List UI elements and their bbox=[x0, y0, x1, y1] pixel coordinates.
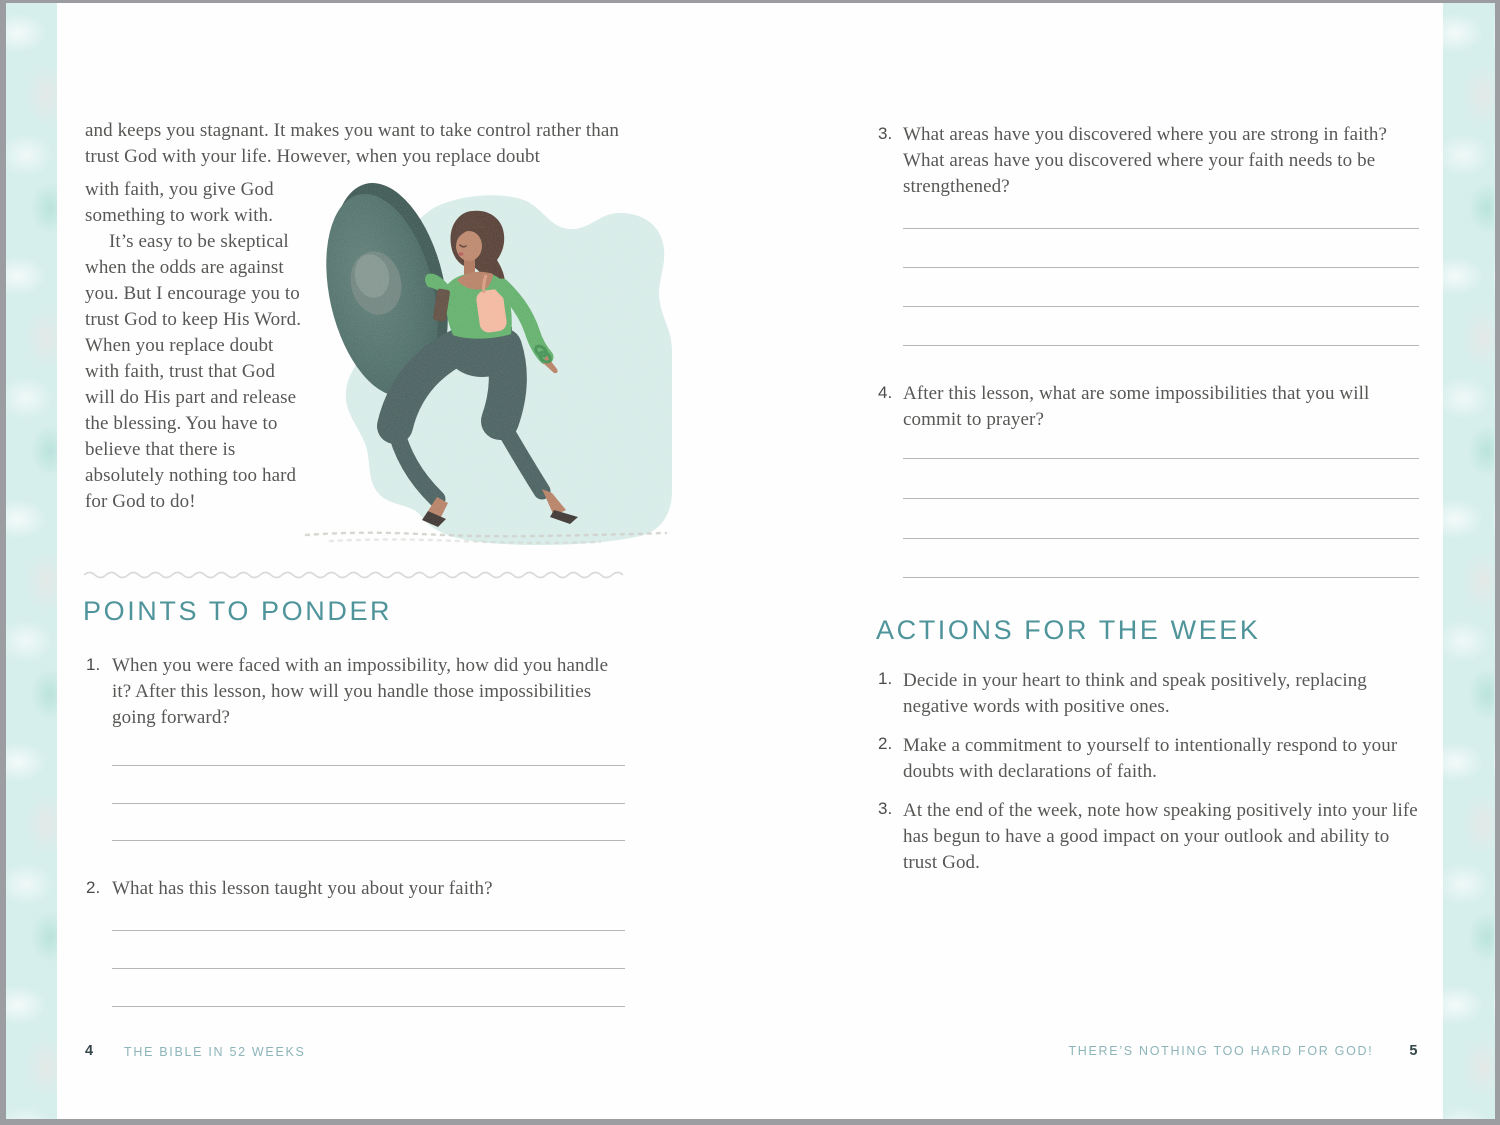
footer-book-title: THE BIBLE IN 52 WEEKS bbox=[124, 1045, 306, 1059]
answer-line bbox=[112, 930, 625, 931]
answer-line bbox=[903, 306, 1419, 307]
answer-line bbox=[903, 458, 1419, 459]
page-number-left: 4 bbox=[85, 1043, 94, 1059]
answer-line bbox=[903, 267, 1419, 268]
wavy-divider bbox=[84, 569, 624, 581]
action-text: Decide in your heart to think and speak positively, replacing negative words with positive ones. bbox=[903, 670, 1367, 717]
shield-woman-illustration bbox=[300, 183, 672, 549]
action-number: 2. bbox=[878, 734, 893, 753]
paragraph-two: It’s easy to be skeptical when the odds are against you. But I encourage you to trust God to keep His Word. When you replace doubt with faith, trust that God will do His part and release the blessing. You have to believe that there is absolutely nothing too hard for God to do! bbox=[85, 231, 302, 512]
body-paragraph-wide: and keeps you stagnant. It makes you want to take control rather than trust God with your life. However, when you replace doubt bbox=[85, 120, 619, 167]
section-heading-points-to-ponder: POINTS TO PONDER bbox=[83, 596, 393, 626]
answer-line bbox=[903, 228, 1419, 229]
question-number: 4. bbox=[878, 383, 893, 402]
paragraph-continuation: with faith, you give God something to work with. bbox=[85, 179, 274, 226]
grain-overlay bbox=[300, 183, 672, 549]
body-paragraph-narrow bbox=[85, 177, 303, 515]
answer-line bbox=[112, 840, 625, 841]
cover-edge-left bbox=[6, 3, 57, 1119]
footer-chapter-title: THERE’S NOTHING TOO HARD FOR GOD! bbox=[1068, 1044, 1374, 1058]
answer-line bbox=[112, 968, 625, 969]
page-number-right: 5 bbox=[1409, 1043, 1418, 1059]
action-text: Make a commitment to yourself to intentionally respond to your doubts with declarations of faith. bbox=[903, 735, 1398, 782]
action-item bbox=[878, 733, 1422, 785]
question-number: 2. bbox=[86, 878, 101, 897]
action-number: 1. bbox=[878, 669, 893, 688]
question-text: What has this lesson taught you about your faith? bbox=[112, 878, 493, 899]
answer-line bbox=[903, 498, 1419, 499]
question-text: After this lesson, what are some impossibilities that you will commit to prayer? bbox=[903, 383, 1370, 430]
answer-line bbox=[112, 803, 625, 804]
footer-right bbox=[878, 1043, 1418, 1059]
cover-edge-right bbox=[1443, 3, 1495, 1119]
action-item bbox=[878, 668, 1422, 720]
action-number: 3. bbox=[878, 799, 893, 818]
action-text: At the end of the week, note how speaking positively into your life has begun to have a good impact on your outlook and ability to trust God. bbox=[903, 800, 1418, 873]
answer-line bbox=[112, 765, 625, 766]
wavy-divider-path bbox=[84, 573, 623, 578]
question-text: When you were faced with an impossibility, how did you handle it? After this lesson, how will you handle those impossibilities going forward? bbox=[112, 655, 609, 728]
action-item bbox=[878, 798, 1422, 876]
answer-line bbox=[903, 345, 1419, 346]
answer-line bbox=[903, 538, 1419, 539]
illustration-svg bbox=[300, 183, 672, 549]
answer-line bbox=[903, 577, 1419, 578]
question-text: What areas have you discovered where you are strong in faith? What areas have you discovered where your faith needs to be strengthened? bbox=[903, 124, 1388, 197]
section-heading-actions-for-the-week: ACTIONS FOR THE WEEK bbox=[876, 615, 1261, 645]
answer-line bbox=[112, 1006, 625, 1007]
question-number: 1. bbox=[86, 655, 101, 674]
question-number: 3. bbox=[878, 124, 893, 143]
actions-list bbox=[878, 668, 1422, 889]
